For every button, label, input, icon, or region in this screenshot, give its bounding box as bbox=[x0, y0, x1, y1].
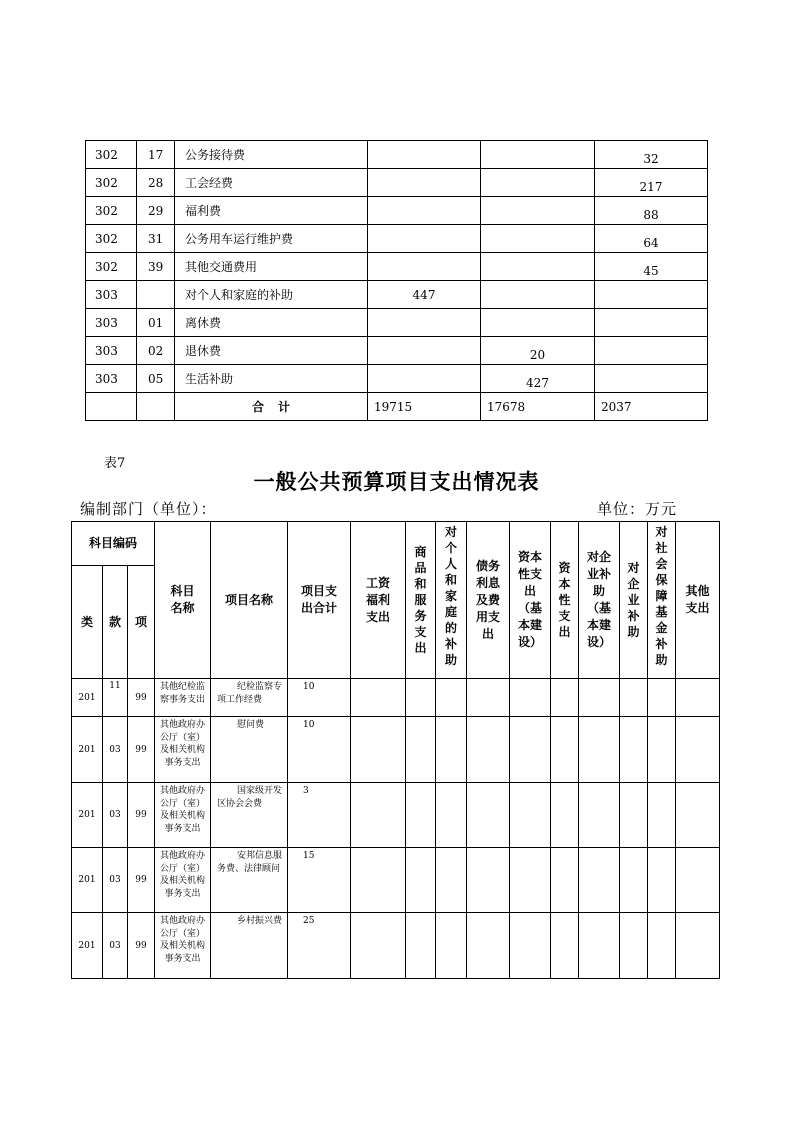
section-code: 29 bbox=[137, 197, 175, 225]
item-name: 福利费 bbox=[175, 197, 368, 225]
total-label: 合计 bbox=[175, 393, 368, 421]
item-code: 99 bbox=[128, 848, 155, 913]
empty-cell bbox=[648, 783, 676, 848]
category-code: 302 bbox=[86, 169, 137, 197]
empty-cell bbox=[676, 717, 720, 783]
value-col-1 bbox=[368, 309, 481, 337]
table-row bbox=[86, 141, 708, 169]
subject-name: 其他政府办公厅（室）及相关机构事务支出 bbox=[155, 913, 211, 979]
value-col-2 bbox=[481, 197, 595, 225]
value-col-2 bbox=[481, 281, 595, 309]
category-code: 201 bbox=[72, 783, 103, 848]
empty-cell bbox=[510, 679, 551, 717]
table-row bbox=[72, 717, 720, 783]
section-code: 17 bbox=[137, 141, 175, 169]
header-kemu-name: 科目名称 bbox=[155, 522, 211, 679]
empty-cell bbox=[436, 783, 467, 848]
empty-cell bbox=[436, 717, 467, 783]
category-code: 303 bbox=[86, 337, 137, 365]
empty-cell bbox=[648, 913, 676, 979]
project-total: 3 bbox=[288, 783, 351, 848]
category-code: 302 bbox=[86, 253, 137, 281]
section-code: 05 bbox=[137, 365, 175, 393]
empty-cell bbox=[467, 717, 510, 783]
section-code: 31 bbox=[137, 225, 175, 253]
section-code: 03 bbox=[103, 913, 128, 979]
empty-cell bbox=[467, 848, 510, 913]
item-code: 99 bbox=[128, 679, 155, 717]
empty-cell bbox=[676, 783, 720, 848]
table-row bbox=[86, 309, 708, 337]
project-total: 15 bbox=[288, 848, 351, 913]
header-kemu-code: 科目编码 bbox=[72, 522, 155, 566]
value-col-2: 427 bbox=[481, 365, 595, 393]
value-col-3 bbox=[595, 309, 708, 337]
table-row bbox=[86, 253, 708, 281]
header-other: 其他支出 bbox=[676, 522, 720, 679]
empty-cell bbox=[579, 679, 620, 717]
empty-cell bbox=[510, 848, 551, 913]
empty-cell bbox=[351, 717, 406, 783]
item-name: 退休费 bbox=[175, 337, 368, 365]
total-value-2: 17678 bbox=[481, 393, 595, 421]
empty-cell bbox=[676, 848, 720, 913]
table-row bbox=[72, 913, 720, 979]
empty-cell bbox=[648, 848, 676, 913]
category-code: 201 bbox=[72, 848, 103, 913]
project-name: 乡村振兴费 bbox=[211, 913, 288, 979]
table-number: 表7 bbox=[104, 456, 126, 471]
item-code: 99 bbox=[128, 783, 155, 848]
total-value-1: 19715 bbox=[368, 393, 481, 421]
empty-cell bbox=[436, 913, 467, 979]
empty-cell bbox=[551, 679, 579, 717]
value-col-1 bbox=[368, 253, 481, 281]
table-row bbox=[72, 679, 720, 717]
total-value-3: 2037 bbox=[595, 393, 708, 421]
empty-cell bbox=[620, 783, 648, 848]
empty-cell bbox=[406, 717, 436, 783]
section-code: 39 bbox=[137, 253, 175, 281]
project-expense-table bbox=[71, 521, 720, 979]
subject-name: 其他纪检监察事务支出 bbox=[155, 679, 211, 717]
empty-cell bbox=[620, 913, 648, 979]
value-col-2 bbox=[481, 309, 595, 337]
empty-cell bbox=[579, 913, 620, 979]
value-col-3: 32 bbox=[595, 141, 708, 169]
value-col-3: 217 bbox=[595, 169, 708, 197]
empty-cell bbox=[676, 679, 720, 717]
value-col-1 bbox=[368, 337, 481, 365]
header-personal: 对个人和家庭的补助 bbox=[436, 522, 467, 679]
empty-cell bbox=[436, 848, 467, 913]
empty-cell bbox=[579, 783, 620, 848]
category-code: 303 bbox=[86, 281, 137, 309]
page-title: 一般公共预算项目支出情况表 bbox=[253, 469, 540, 494]
header-social: 对社会保障基金补助 bbox=[648, 522, 676, 679]
department-label: 编制部门（单位）： bbox=[80, 500, 217, 518]
empty-cell bbox=[579, 717, 620, 783]
project-total: 10 bbox=[288, 679, 351, 717]
section-code: 03 bbox=[103, 848, 128, 913]
empty-cell bbox=[86, 393, 137, 421]
item-name: 生活补助 bbox=[175, 365, 368, 393]
value-col-1 bbox=[368, 365, 481, 393]
subject-name: 其他政府办公厅（室）及相关机构事务支出 bbox=[155, 783, 211, 848]
header-goods: 商品和服务支出 bbox=[406, 522, 436, 679]
value-col-2 bbox=[481, 225, 595, 253]
empty-cell bbox=[351, 679, 406, 717]
table-row bbox=[72, 783, 720, 848]
category-code: 303 bbox=[86, 365, 137, 393]
empty-cell bbox=[406, 679, 436, 717]
empty-cell bbox=[467, 783, 510, 848]
value-col-2 bbox=[481, 169, 595, 197]
value-col-1 bbox=[368, 169, 481, 197]
category-code: 303 bbox=[86, 309, 137, 337]
item-name: 离休费 bbox=[175, 309, 368, 337]
empty-cell bbox=[620, 717, 648, 783]
category-code: 201 bbox=[72, 679, 103, 717]
empty-cell bbox=[406, 848, 436, 913]
item-name: 工会经费 bbox=[175, 169, 368, 197]
empty-cell bbox=[467, 913, 510, 979]
table-row bbox=[86, 225, 708, 253]
header-xiang: 项 bbox=[128, 566, 155, 679]
value-col-1 bbox=[368, 197, 481, 225]
subject-name: 其他政府办公厅（室）及相关机构事务支出 bbox=[155, 717, 211, 783]
header-debt: 债务利息及费用支出 bbox=[467, 522, 510, 679]
category-code: 302 bbox=[86, 141, 137, 169]
empty-cell bbox=[351, 848, 406, 913]
value-col-2 bbox=[481, 141, 595, 169]
empty-cell bbox=[620, 679, 648, 717]
header-kuan: 款 bbox=[103, 566, 128, 679]
empty-cell bbox=[351, 913, 406, 979]
empty-cell bbox=[648, 717, 676, 783]
project-name: 国家级开发区协会会费 bbox=[211, 783, 288, 848]
empty-cell bbox=[648, 679, 676, 717]
empty-cell bbox=[351, 783, 406, 848]
project-name: 纪检监察专项工作经费 bbox=[211, 679, 288, 717]
empty-cell bbox=[436, 679, 467, 717]
empty-cell bbox=[551, 913, 579, 979]
item-code: 99 bbox=[128, 913, 155, 979]
header-lei: 类 bbox=[72, 566, 103, 679]
empty-cell bbox=[510, 783, 551, 848]
empty-cell bbox=[137, 393, 175, 421]
value-col-2 bbox=[481, 253, 595, 281]
empty-cell bbox=[406, 913, 436, 979]
header-project-total: 项目支出合计 bbox=[288, 522, 351, 679]
empty-cell bbox=[510, 913, 551, 979]
item-name: 公务用车运行维护费 bbox=[175, 225, 368, 253]
unit-label: 单位：万元 bbox=[597, 500, 678, 518]
section-code bbox=[137, 281, 175, 309]
project-name: 安邦信息服务费、法律顾问 bbox=[211, 848, 288, 913]
header-capital-basic: 资本性支出（基本建设） bbox=[510, 522, 551, 679]
table-row bbox=[86, 365, 708, 393]
value-col-2: 20 bbox=[481, 337, 595, 365]
table-row bbox=[86, 197, 708, 225]
header-enterprise: 对企业补助 bbox=[620, 522, 648, 679]
table-row bbox=[86, 169, 708, 197]
section-code: 02 bbox=[137, 337, 175, 365]
header-capital: 资本性支出 bbox=[551, 522, 579, 679]
value-col-3: 88 bbox=[595, 197, 708, 225]
category-code: 201 bbox=[72, 717, 103, 783]
category-code: 201 bbox=[72, 913, 103, 979]
header-enterprise-basic: 对企业补助（基本建设） bbox=[579, 522, 620, 679]
item-name: 其他交通费用 bbox=[175, 253, 368, 281]
empty-cell bbox=[579, 848, 620, 913]
value-col-1: 447 bbox=[368, 281, 481, 309]
empty-cell bbox=[510, 717, 551, 783]
project-total: 10 bbox=[288, 717, 351, 783]
total-row bbox=[86, 393, 708, 421]
value-col-3 bbox=[595, 337, 708, 365]
category-code: 302 bbox=[86, 197, 137, 225]
item-name: 对个人和家庭的补助 bbox=[175, 281, 368, 309]
empty-cell bbox=[620, 848, 648, 913]
project-name: 慰问费 bbox=[211, 717, 288, 783]
table-row bbox=[72, 848, 720, 913]
table-row bbox=[86, 337, 708, 365]
section-code: 03 bbox=[103, 783, 128, 848]
value-col-3 bbox=[595, 365, 708, 393]
subject-name: 其他政府办公厅（室）及相关机构事务支出 bbox=[155, 848, 211, 913]
empty-cell bbox=[406, 783, 436, 848]
empty-cell bbox=[467, 679, 510, 717]
header-salary: 工资福利支出 bbox=[351, 522, 406, 679]
item-code: 99 bbox=[128, 717, 155, 783]
expense-table-continued bbox=[85, 140, 708, 421]
table-row bbox=[86, 281, 708, 309]
item-name: 公务接待费 bbox=[175, 141, 368, 169]
section-code: 03 bbox=[103, 717, 128, 783]
value-col-3: 45 bbox=[595, 253, 708, 281]
empty-cell bbox=[551, 717, 579, 783]
value-col-1 bbox=[368, 141, 481, 169]
empty-cell bbox=[551, 848, 579, 913]
empty-cell bbox=[676, 913, 720, 979]
value-col-3: 64 bbox=[595, 225, 708, 253]
section-code: 01 bbox=[137, 309, 175, 337]
project-total: 25 bbox=[288, 913, 351, 979]
empty-cell bbox=[551, 783, 579, 848]
header-project-name: 项目名称 bbox=[211, 522, 288, 679]
category-code: 302 bbox=[86, 225, 137, 253]
value-col-1 bbox=[368, 225, 481, 253]
value-col-3 bbox=[595, 281, 708, 309]
section-code: 28 bbox=[137, 169, 175, 197]
section-code: 11 bbox=[103, 679, 128, 717]
